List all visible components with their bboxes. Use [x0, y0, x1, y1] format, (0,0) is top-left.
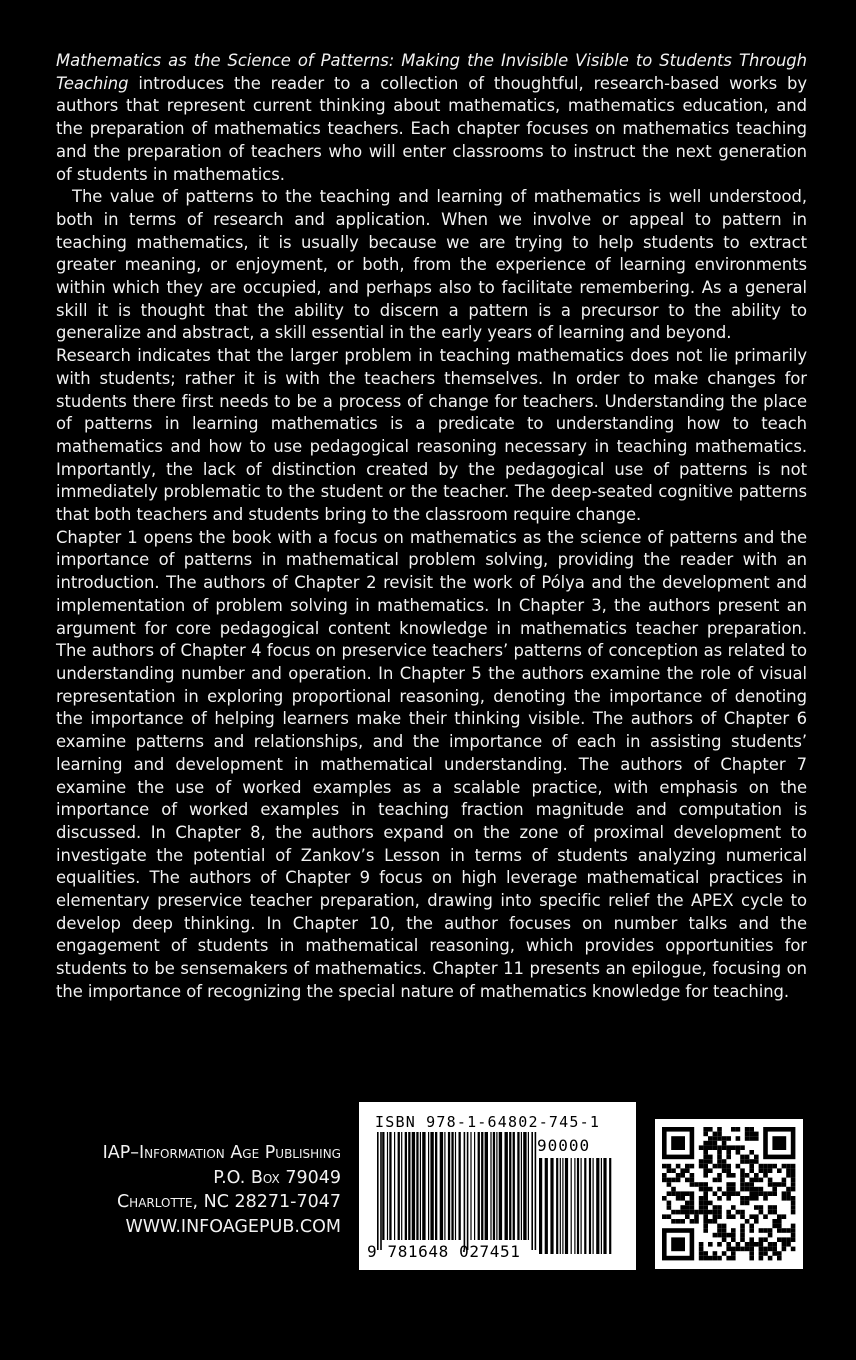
isbn-barcode: [359, 1102, 636, 1270]
blurb-paragraph-2: The value of patterns to the teaching and learning of mathematics is well understood, both in terms of research and application. When we involve or appeal to pattern in teaching mathematics, it is usually because we are trying to help students to extract greater meaning, or enjoyment, or both, from the experience of learning environments within which they are occupied, and perhaps also to facilitate remembering. As a general skill it is thought that the ability to discern a pattern is a precursor to the ability to generalize and abstract, a skill essential in the early years of learning and beyond.: [56, 187, 807, 343]
publisher-website: WWW.INFOAGEPUB.COM: [125, 1216, 341, 1237]
ean-digits: 9 781648 027451: [367, 1242, 521, 1261]
cover-blurb: [56, 50, 807, 1004]
blurb-paragraph-3: Research indicates that the larger problem in teaching mathematics does not lie primarily with students; rather it is with the teachers themselves. In order to make changes for students there first needs to be a process of change for teachers. Understanding the place of patterns in learning mathematics is a predicate to understanding how to teach mathematics and how to use pedagogical reasoning necessary in teaching mathematics. Importantly, the lack of distinction created by the pedagogical use of patterns is not immediately problematic to the student or the teacher. The deep-seated cognitive patterns that both teachers and students bring to the classroom require change.: [56, 346, 807, 525]
isbn-label: ISBN 978-1-64802-745-1: [375, 1113, 601, 1131]
blurb-paragraph-1: [56, 50, 807, 186]
publisher-po-box: P.O. Box 79049: [213, 1167, 341, 1188]
blurb-paragraph-4: Chapter 1 opens the book with a focus on mathematics as the science of patterns and the importance of patterns in mathematical problem solving, providing the reader with an introduction. The authors of Chapter 2 revisit the work of Pólya and the development and implementation of problem solving in mathematics. In Chapter 3, the authors present an argument for core pedagogical content knowledge in mathematics teacher preparation. The authors of Chapter 4 focus on preservice teachers’ patterns of conception as related to understanding number and operation. In Chapter 5 the authors examine the role of visual representation in exploring proportional reasoning, denoting the importance of denoting the importance of helping learners make their thinking visible. The authors of Chapter 6 examine patterns and relationships, and the importance of each in assisting students’ learning and development in mathematical understanding. The authors of Chapter 7 examine the use of worked examples as a scalable practice, with emphasis on the importance of worked examples in teaching fraction magnitude and computation is discussed. In Chapter 8, the authors expand on the zone of proximal development to investigate the potential of Zankov’s Lesson in terms of students analyzing numerical equalities. The authors of Chapter 9 focus on high leverage mathematical practices in elementary preservice teacher preparation, drawing into specific relief the APEX cycle to develop deep thinking. In Chapter 10, the author focuses on number talks and the engagement of students in mathematical reasoning, which provides opportunities for students to be sensemakers of mathematics. Chapter 11 presents an epilogue, focusing on the importance of recognizing the special nature of mathematics knowledge for teaching.: [56, 527, 807, 1001]
publisher-address: [103, 1141, 341, 1239]
book-title: Mathematics as the Science of Patterns: Making the Invisible Visible to Students Through Teaching: [56, 51, 807, 93]
qr-code-icon: [655, 1119, 803, 1269]
price-code: 90000: [537, 1136, 591, 1155]
blurb-paragraph-1-text: introduces the reader to a collection of thoughtful, research-based works by authors that represent current thinking about mathematics, mathematics education, and the preparation of mathematics teachers. Each chapter focuses on mathematics teaching and the preparation of teachers who will enter classrooms to instruct the next generation of students in mathematics.: [56, 73, 807, 184]
qr-code-graphic: [655, 1119, 803, 1269]
publisher-name: IAP–Information Age Publishing: [102, 1143, 341, 1163]
publisher-city: Charlotte, NC 28271-7047: [116, 1192, 341, 1212]
